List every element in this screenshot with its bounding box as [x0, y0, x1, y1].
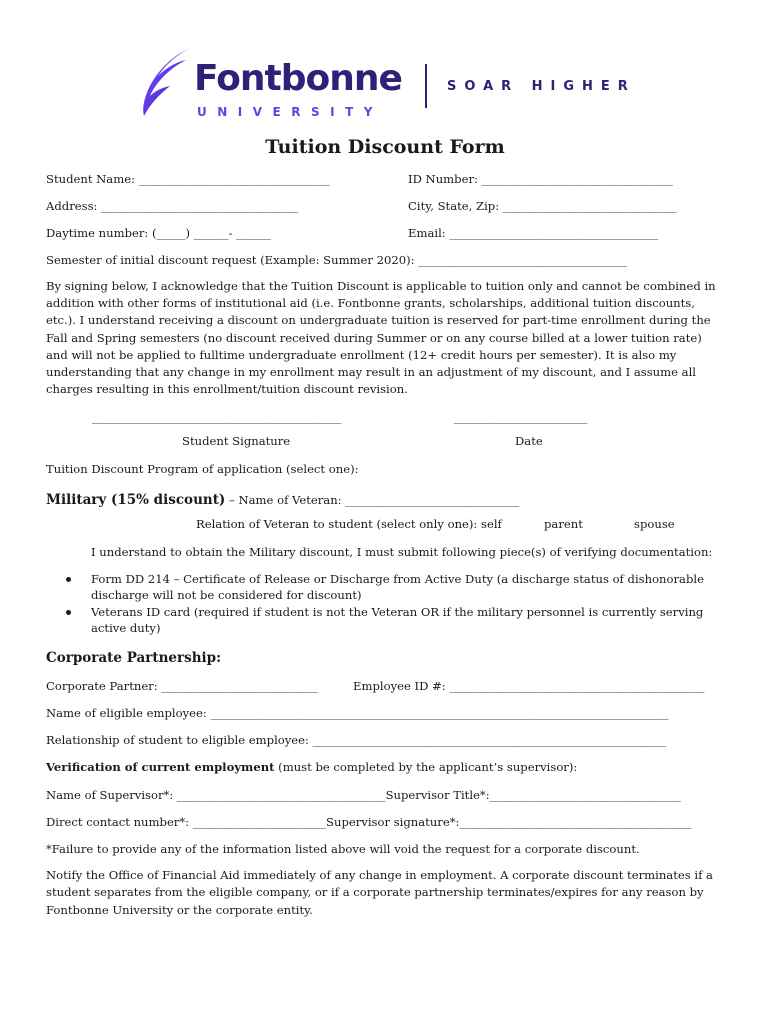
- address-field[interactable]: Address: __________________________________: [46, 199, 299, 213]
- logo-wordmark: Fontbonne: [194, 58, 402, 99]
- daytime-number-field[interactable]: Daytime number: (_____) ______- ______: [46, 226, 271, 240]
- military-bullet-2: Veterans ID card (required if student is not the Veteran OR if the military personnel is currently serving active duty): [91, 605, 704, 635]
- date-label: Date: [515, 434, 543, 448]
- logo-tagline: SOAR HIGHER: [447, 79, 636, 94]
- relationship-field[interactable]: Relationship of student to eligible employee: _____________________________________________________________: [46, 733, 667, 747]
- program-prompt: Tuition Discount Program of application (select one):: [46, 462, 359, 476]
- verification-rest: (must be completed by the applicant’s supervisor):: [274, 760, 578, 774]
- city-state-zip-field[interactable]: City, State, Zip: ______________________________: [408, 199, 677, 213]
- military-bullet-1: Form DD 214 – Certificate of Release or Discharge from Active Duty (a discharge status of dishonorable discharge will not be considered for discount): [91, 572, 704, 602]
- university-logo: [132, 44, 652, 124]
- page-title: Tuition Discount Form: [265, 136, 505, 158]
- military-section: [46, 489, 519, 508]
- relation-option-parent[interactable]: parent: [544, 517, 583, 531]
- logo-university: UNIVERSITY: [197, 105, 383, 119]
- veteran-name-field[interactable]: – Name of Veteran: ______________________________: [225, 493, 520, 507]
- acknowledgement-paragraph: By signing below, I acknowledge that the Tuition Discount is applicable to tuition only and cannot be combined in addition with other forms of institutional aid (i.e. Fontbonne grants, scholarships, additional tuition discounts, etc.). I understand receiving a discount on undergraduate tuition is reserved for part-time enrollment during the Fall and Spring semesters (no discount received during Summer or on any course billed at a lower tuition rate) and will not be applied to fulltime undergraduate enrollment (12+ credit hours per semester). It is also my understanding that any change in my enrollment may result in an adjustment of my discount, and I assume all charges resulting in this enrollment/tuition discount revision.: [46, 279, 716, 397]
- student-name-field[interactable]: Student Name: _________________________________: [46, 172, 330, 186]
- failure-note: *Failure to provide any of the information listed above will void the request for a corporate discount.: [46, 842, 640, 856]
- corporate-heading: Corporate Partnership:: [46, 650, 222, 666]
- verification-bold: Verification of current employment: [46, 760, 275, 774]
- date-line[interactable]: _______________________: [454, 410, 588, 424]
- corporate-partner-field[interactable]: Corporate Partner: ___________________________: [46, 679, 318, 693]
- bullet-dot: [66, 610, 71, 615]
- email-field[interactable]: Email: ____________________________________: [408, 226, 659, 240]
- logo-divider: [425, 64, 427, 108]
- id-number-field[interactable]: ID Number: _________________________________: [408, 172, 673, 186]
- wing-icon: [136, 46, 198, 118]
- relation-option-spouse[interactable]: spouse: [634, 517, 675, 531]
- notify-paragraph: Notify the Office of Financial Aid immediately of any change in employment. A corporate discount terminates if a student separates from the eligible company, or if a corporate partnership terminates/expires for any reason by Fontbonne University or the corporate entity.: [46, 868, 713, 917]
- military-heading: Military (15% discount): [46, 492, 226, 508]
- semester-field[interactable]: Semester of initial discount request (Example: Summer 2020): ____________________________________: [46, 253, 627, 267]
- military-documentation-note: I understand to obtain the Military discount, I must submit following piece(s) of verifying documentation:: [91, 545, 713, 559]
- bullet-dot: [66, 577, 71, 582]
- verification-heading: [46, 760, 577, 775]
- eligible-employee-field[interactable]: Name of eligible employee: _______________________________________________________________________________: [46, 706, 669, 720]
- supervisor-name-field[interactable]: Name of Supervisor*: ____________________________________Supervisor Title*:_________________________________: [46, 788, 681, 802]
- relation-label[interactable]: Relation of Veteran to student (select only one): self: [196, 517, 502, 531]
- employee-id-field[interactable]: Employee ID #: ____________________________________________: [353, 679, 705, 693]
- signature-label: Student Signature: [182, 434, 291, 448]
- direct-contact-field[interactable]: Direct contact number*: _______________________Supervisor signature*:________________________________________: [46, 815, 692, 829]
- signature-line[interactable]: ___________________________________________: [92, 410, 342, 424]
